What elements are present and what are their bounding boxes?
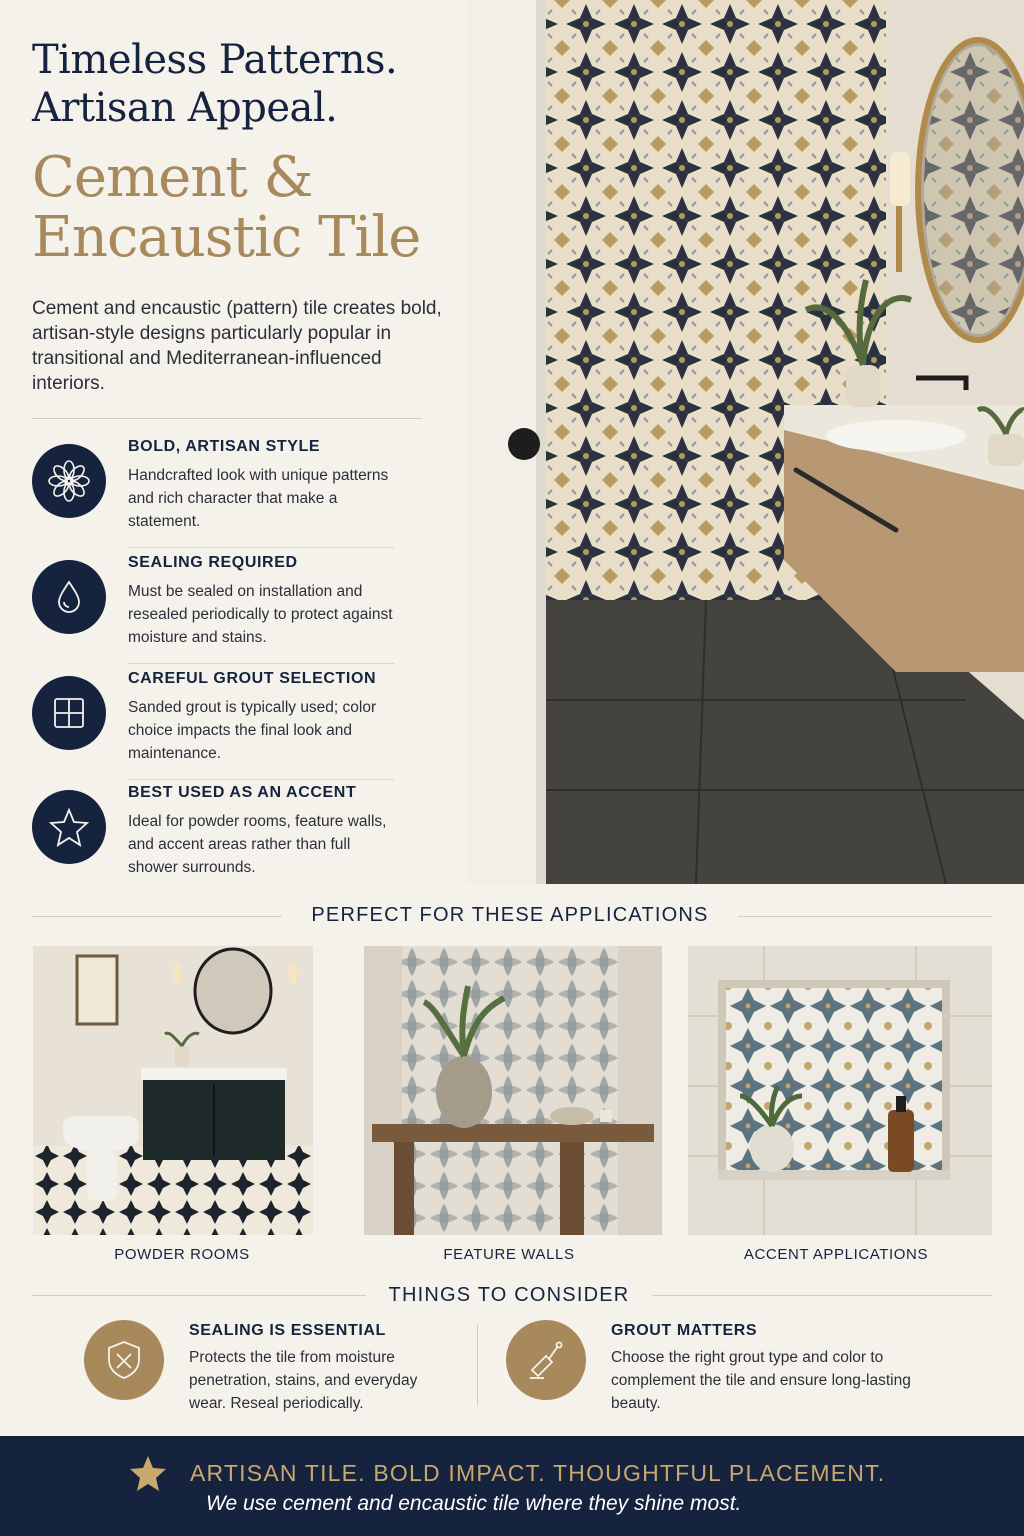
consider-desc: Choose the right grout type and color to complement the tile and ensure long-lasting beauty. [611,1349,911,1412]
feature-title: BOLD, ARTISAN STYLE [128,438,321,455]
footer-subtitle: We use cement and encaustic tile where they shine most. [206,1492,742,1515]
caption-powder-rooms: POWDER ROOMS [114,1246,250,1263]
consider-divider [477,1324,478,1406]
caption-feature-walls: FEATURE WALLS [443,1246,575,1263]
consider-item [32,1320,472,1420]
star-icon [32,790,106,864]
feature-desc: Ideal for powder rooms, feature walls, and accent areas rather than full shower surrounds. [128,813,387,876]
feature-item [32,552,394,664]
water-drop-icon [32,560,106,634]
considerations-heading: THINGS TO CONSIDER [388,1284,630,1306]
applications-heading: PERFECT FOR THESE APPLICATIONS [311,904,709,926]
star-icon [128,1453,168,1498]
grid-icon [32,676,106,750]
page-title [32,145,421,270]
section-divider-left [32,916,282,917]
consider-title: SEALING IS ESSENTIAL [189,1322,386,1339]
section-divider-left [32,1295,366,1296]
hero-bathroom-image [466,0,1024,884]
section-divider-right [738,916,992,917]
accent-niche-image [688,946,992,1235]
feature-title: SEALING REQUIRED [128,554,298,571]
feature-desc: Handcrafted look with unique patterns and rich character that make a statement. [128,467,389,530]
feature-divider [128,779,394,780]
feature-item [32,436,394,548]
intro-text: Cement and encaustic (pattern) tile creates bold, artisan-style designs particularly popular in transitional and Mediterranean-influenced interiors. [32,298,442,394]
feature-item [32,668,394,780]
footer-title: ARTISAN TILE. BOLD IMPACT. THOUGHTFUL PLACEMENT. [190,1460,886,1486]
headline-line-2: Artisan Appeal. [32,85,338,131]
shield-icon [84,1320,164,1400]
powder-room-image [33,946,338,1235]
feature-item [32,782,394,878]
feature-divider [128,547,394,548]
flower-icon [32,444,106,518]
feature-desc: Must be sealed on installation and resealed periodically to protect against moisture and stains. [128,583,393,646]
caption-accent-applications: ACCENT APPLICATIONS [743,1246,929,1263]
page-title-line-1: Cement & [32,145,313,210]
consider-desc: Protects the tile from moisture penetration, stains, and everyday wear. Reseal periodically. [189,1349,418,1412]
headline [32,36,397,132]
section-divider-right [652,1295,992,1296]
trowel-icon [506,1320,586,1400]
feature-desc: Sanded grout is typically used; color choice impacts the final look and maintenance. [128,699,377,762]
consider-title: GROUT MATTERS [611,1322,758,1339]
consider-item [500,1320,1000,1420]
feature-title: BEST USED AS AN ACCENT [128,784,357,801]
headline-line-1: Timeless Patterns. [32,37,398,83]
feature-divider [128,663,394,664]
page-title-line-2: Encaustic Tile [32,205,421,270]
intro-divider [32,418,422,419]
feature-title: CAREFUL GROUT SELECTION [128,670,377,687]
feature-wall-image [364,946,662,1235]
